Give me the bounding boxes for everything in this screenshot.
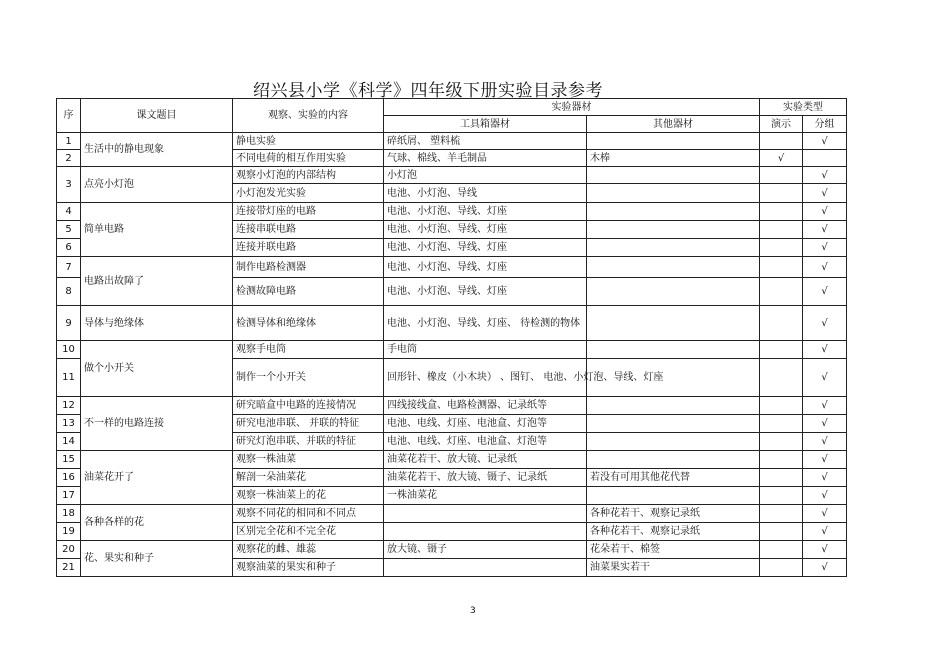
seq-cell: 12 <box>57 397 81 415</box>
other-cell <box>587 487 760 505</box>
group-cell: √ <box>803 257 847 278</box>
toolbox-cell: 电池、小灯泡、导线、灯座 <box>384 203 587 221</box>
lesson-cell: 油菜花开了 <box>81 451 233 505</box>
seq-cell: 7 <box>57 257 81 278</box>
demo-cell <box>760 306 803 341</box>
header-row-1 <box>57 99 847 116</box>
demo-cell <box>760 559 803 577</box>
header-equipment: 实验器材 <box>384 99 760 116</box>
other-cell <box>587 239 760 257</box>
other-cell <box>587 184 760 203</box>
demo-cell <box>760 505 803 523</box>
demo-cell <box>760 451 803 469</box>
header-type: 实验类型 <box>760 99 847 116</box>
toolbox-cell: 电池、小灯泡、导线、灯座 <box>384 221 587 239</box>
table-row <box>57 541 847 559</box>
other-cell: 若没有可用其他花代替 <box>587 469 760 487</box>
other-cell <box>587 221 760 239</box>
group-cell: √ <box>803 505 847 523</box>
group-cell: √ <box>803 167 847 184</box>
content-cell: 研究灯泡串联、并联的特征 <box>233 433 384 451</box>
toolbox-cell: 电池、小灯泡、导线、灯座 <box>384 239 587 257</box>
demo-cell <box>760 278 803 306</box>
content-cell: 不同电荷的相互作用实验 <box>233 150 384 167</box>
seq-cell: 1 <box>57 133 81 150</box>
table-row <box>57 306 847 341</box>
group-cell: √ <box>803 133 847 150</box>
header-content: 观察、实验的内容 <box>233 99 384 133</box>
lesson-cell: 做个小开关 <box>81 341 233 397</box>
toolbox-cell: 电池、电线、灯座、电池盒、灯泡等 <box>384 415 587 433</box>
group-cell: √ <box>803 239 847 257</box>
content-cell: 检测故障电路 <box>233 278 384 306</box>
toolbox-cell: 油菜花若干、放大镜、记录纸 <box>384 451 587 469</box>
content-cell: 区别完全花和不完全花 <box>233 523 384 541</box>
table-row <box>57 341 847 359</box>
demo-cell <box>760 433 803 451</box>
content-cell: 制作一个小开关 <box>233 359 384 397</box>
demo-cell <box>760 487 803 505</box>
table-row <box>57 203 847 221</box>
other-cell: 各种花若干、观察记录纸 <box>587 505 760 523</box>
toolbox-cell: 小灯泡 <box>384 167 587 184</box>
header-toolbox: 工具箱器材 <box>384 116 587 133</box>
content-cell: 连接并联电路 <box>233 239 384 257</box>
demo-cell <box>760 239 803 257</box>
other-cell <box>587 257 760 278</box>
other-cell <box>587 306 760 341</box>
seq-cell: 19 <box>57 523 81 541</box>
toolbox-cell: 电池、小灯泡、导线 <box>384 184 587 203</box>
other-cell <box>587 397 760 415</box>
content-cell: 观察不同花的相同和不同点 <box>233 505 384 523</box>
lesson-cell: 电路出故障了 <box>81 257 233 306</box>
header-demo: 演示 <box>760 116 803 133</box>
group-cell: √ <box>803 433 847 451</box>
seq-cell: 20 <box>57 541 81 559</box>
demo-cell <box>760 415 803 433</box>
header-other: 其他器材 <box>587 116 760 133</box>
seq-cell: 4 <box>57 203 81 221</box>
content-cell: 研究暗盒中电路的连接情况 <box>233 397 384 415</box>
seq-cell: 18 <box>57 505 81 523</box>
header-group: 分组 <box>803 116 847 133</box>
content-cell: 观察一株油菜 <box>233 451 384 469</box>
other-cell <box>587 451 760 469</box>
group-cell <box>803 150 847 167</box>
seq-cell: 9 <box>57 306 81 341</box>
toolbox-cell: 气球、棉线、羊毛制品 <box>384 150 587 167</box>
other-cell <box>587 415 760 433</box>
other-cell: 花朵若干、棉签 <box>587 541 760 559</box>
seq-cell: 13 <box>57 415 81 433</box>
toolbox-cell: 四线接线盒、电路检测器、记录纸等 <box>384 397 587 415</box>
lesson-cell: 点亮小灯泡 <box>81 167 233 203</box>
toolbox-cell <box>384 559 587 577</box>
seq-cell: 6 <box>57 239 81 257</box>
page-number: 3 <box>470 606 476 616</box>
other-cell <box>587 167 760 184</box>
content-cell: 连接带灯座的电路 <box>233 203 384 221</box>
table-row <box>57 133 847 150</box>
header-seq: 序 <box>57 99 81 133</box>
toolbox-cell: 电池、小灯泡、导线、灯座 <box>384 257 587 278</box>
content-cell: 解剖一朵油菜花 <box>233 469 384 487</box>
demo-cell <box>760 221 803 239</box>
toolbox-cell: 电池、小灯泡、导线、灯座 <box>384 278 587 306</box>
group-cell: √ <box>803 415 847 433</box>
group-cell: √ <box>803 278 847 306</box>
toolbox-cell: 手电筒 <box>384 341 587 359</box>
other-cell: 油菜果实若干 <box>587 559 760 577</box>
other-cell: 各种花若干、观察记录纸 <box>587 523 760 541</box>
demo-cell <box>760 469 803 487</box>
group-cell: √ <box>803 487 847 505</box>
content-cell: 观察一株油菜上的花 <box>233 487 384 505</box>
content-cell: 小灯泡发光实验 <box>233 184 384 203</box>
group-cell: √ <box>803 359 847 397</box>
content-cell: 观察花的雌、雄蕊 <box>233 541 384 559</box>
group-cell: √ <box>803 184 847 203</box>
content-cell: 观察小灯泡的内部结构 <box>233 167 384 184</box>
other-cell <box>587 203 760 221</box>
content-cell: 制作电路检测器 <box>233 257 384 278</box>
seq-cell: 16 <box>57 469 81 487</box>
demo-cell <box>760 184 803 203</box>
other-cell <box>587 278 760 306</box>
header-lesson: 课文题目 <box>81 99 233 133</box>
group-cell: √ <box>803 203 847 221</box>
page-title: 绍兴县小学《科学》四年级下册实验目录参考 <box>253 81 603 101</box>
group-cell: √ <box>803 541 847 559</box>
seq-cell: 21 <box>57 559 81 577</box>
other-cell <box>587 341 760 359</box>
content-cell: 观察油菜的果实和种子 <box>233 559 384 577</box>
group-cell: √ <box>803 523 847 541</box>
toolbox-cell: 一株油菜花 <box>384 487 587 505</box>
demo-cell <box>760 203 803 221</box>
group-cell: √ <box>803 397 847 415</box>
group-cell: √ <box>803 469 847 487</box>
lesson-cell: 生活中的静电现象 <box>81 133 233 167</box>
demo-cell <box>760 359 803 397</box>
other-cell <box>587 133 760 150</box>
demo-cell <box>760 341 803 359</box>
lesson-cell: 导体与绝缘体 <box>81 306 233 341</box>
demo-cell <box>760 523 803 541</box>
seq-cell: 17 <box>57 487 81 505</box>
table-row <box>57 451 847 469</box>
group-cell: √ <box>803 306 847 341</box>
toolbox-cell: 电池、电线、灯座、电池盒、灯泡等 <box>384 433 587 451</box>
seq-cell: 15 <box>57 451 81 469</box>
toolbox-cell: 油菜花若干、放大镜、镊子、记录纸 <box>384 469 587 487</box>
seq-cell: 2 <box>57 150 81 167</box>
seq-cell: 14 <box>57 433 81 451</box>
toolbox-cell: 碎纸屑、 塑料梳 <box>384 133 587 150</box>
toolbox-cell <box>384 523 587 541</box>
group-cell: √ <box>803 451 847 469</box>
seq-cell: 10 <box>57 341 81 359</box>
demo-cell <box>760 397 803 415</box>
table-row <box>57 257 847 278</box>
seq-cell: 3 <box>57 167 81 203</box>
toolbox-cell: 电池、小灯泡、导线、灯座、 待检测的物体 <box>384 306 587 341</box>
table-row <box>57 167 847 184</box>
content-cell: 静电实验 <box>233 133 384 150</box>
seq-cell: 8 <box>57 278 81 306</box>
toolbox-cell: 放大镜、镊子 <box>384 541 587 559</box>
content-cell: 检测导体和绝缘体 <box>233 306 384 341</box>
lesson-cell: 各种各样的花 <box>81 505 233 541</box>
experiment-table <box>56 98 847 577</box>
demo-cell <box>760 167 803 184</box>
lesson-cell: 花、果实和种子 <box>81 541 233 577</box>
lesson-cell: 不一样的电路连接 <box>81 397 233 451</box>
seq-cell: 5 <box>57 221 81 239</box>
lesson-cell: 简单电路 <box>81 203 233 257</box>
other-cell: 木棒 <box>587 150 760 167</box>
demo-cell: √ <box>760 150 803 167</box>
group-cell: √ <box>803 221 847 239</box>
table-row <box>57 505 847 523</box>
group-cell: √ <box>803 341 847 359</box>
content-cell: 连接串联电路 <box>233 221 384 239</box>
toolbox-cell: 回形针、橡皮（小木块） 、图钉、 电池、小灯泡、导线、灯座 <box>384 359 587 397</box>
group-cell: √ <box>803 559 847 577</box>
content-cell: 研究电池串联、 并联的特征 <box>233 415 384 433</box>
content-cell: 观察手电筒 <box>233 341 384 359</box>
table-row <box>57 397 847 415</box>
other-cell <box>587 433 760 451</box>
demo-cell <box>760 541 803 559</box>
demo-cell <box>760 133 803 150</box>
demo-cell <box>760 257 803 278</box>
toolbox-cell <box>384 505 587 523</box>
seq-cell: 11 <box>57 359 81 397</box>
